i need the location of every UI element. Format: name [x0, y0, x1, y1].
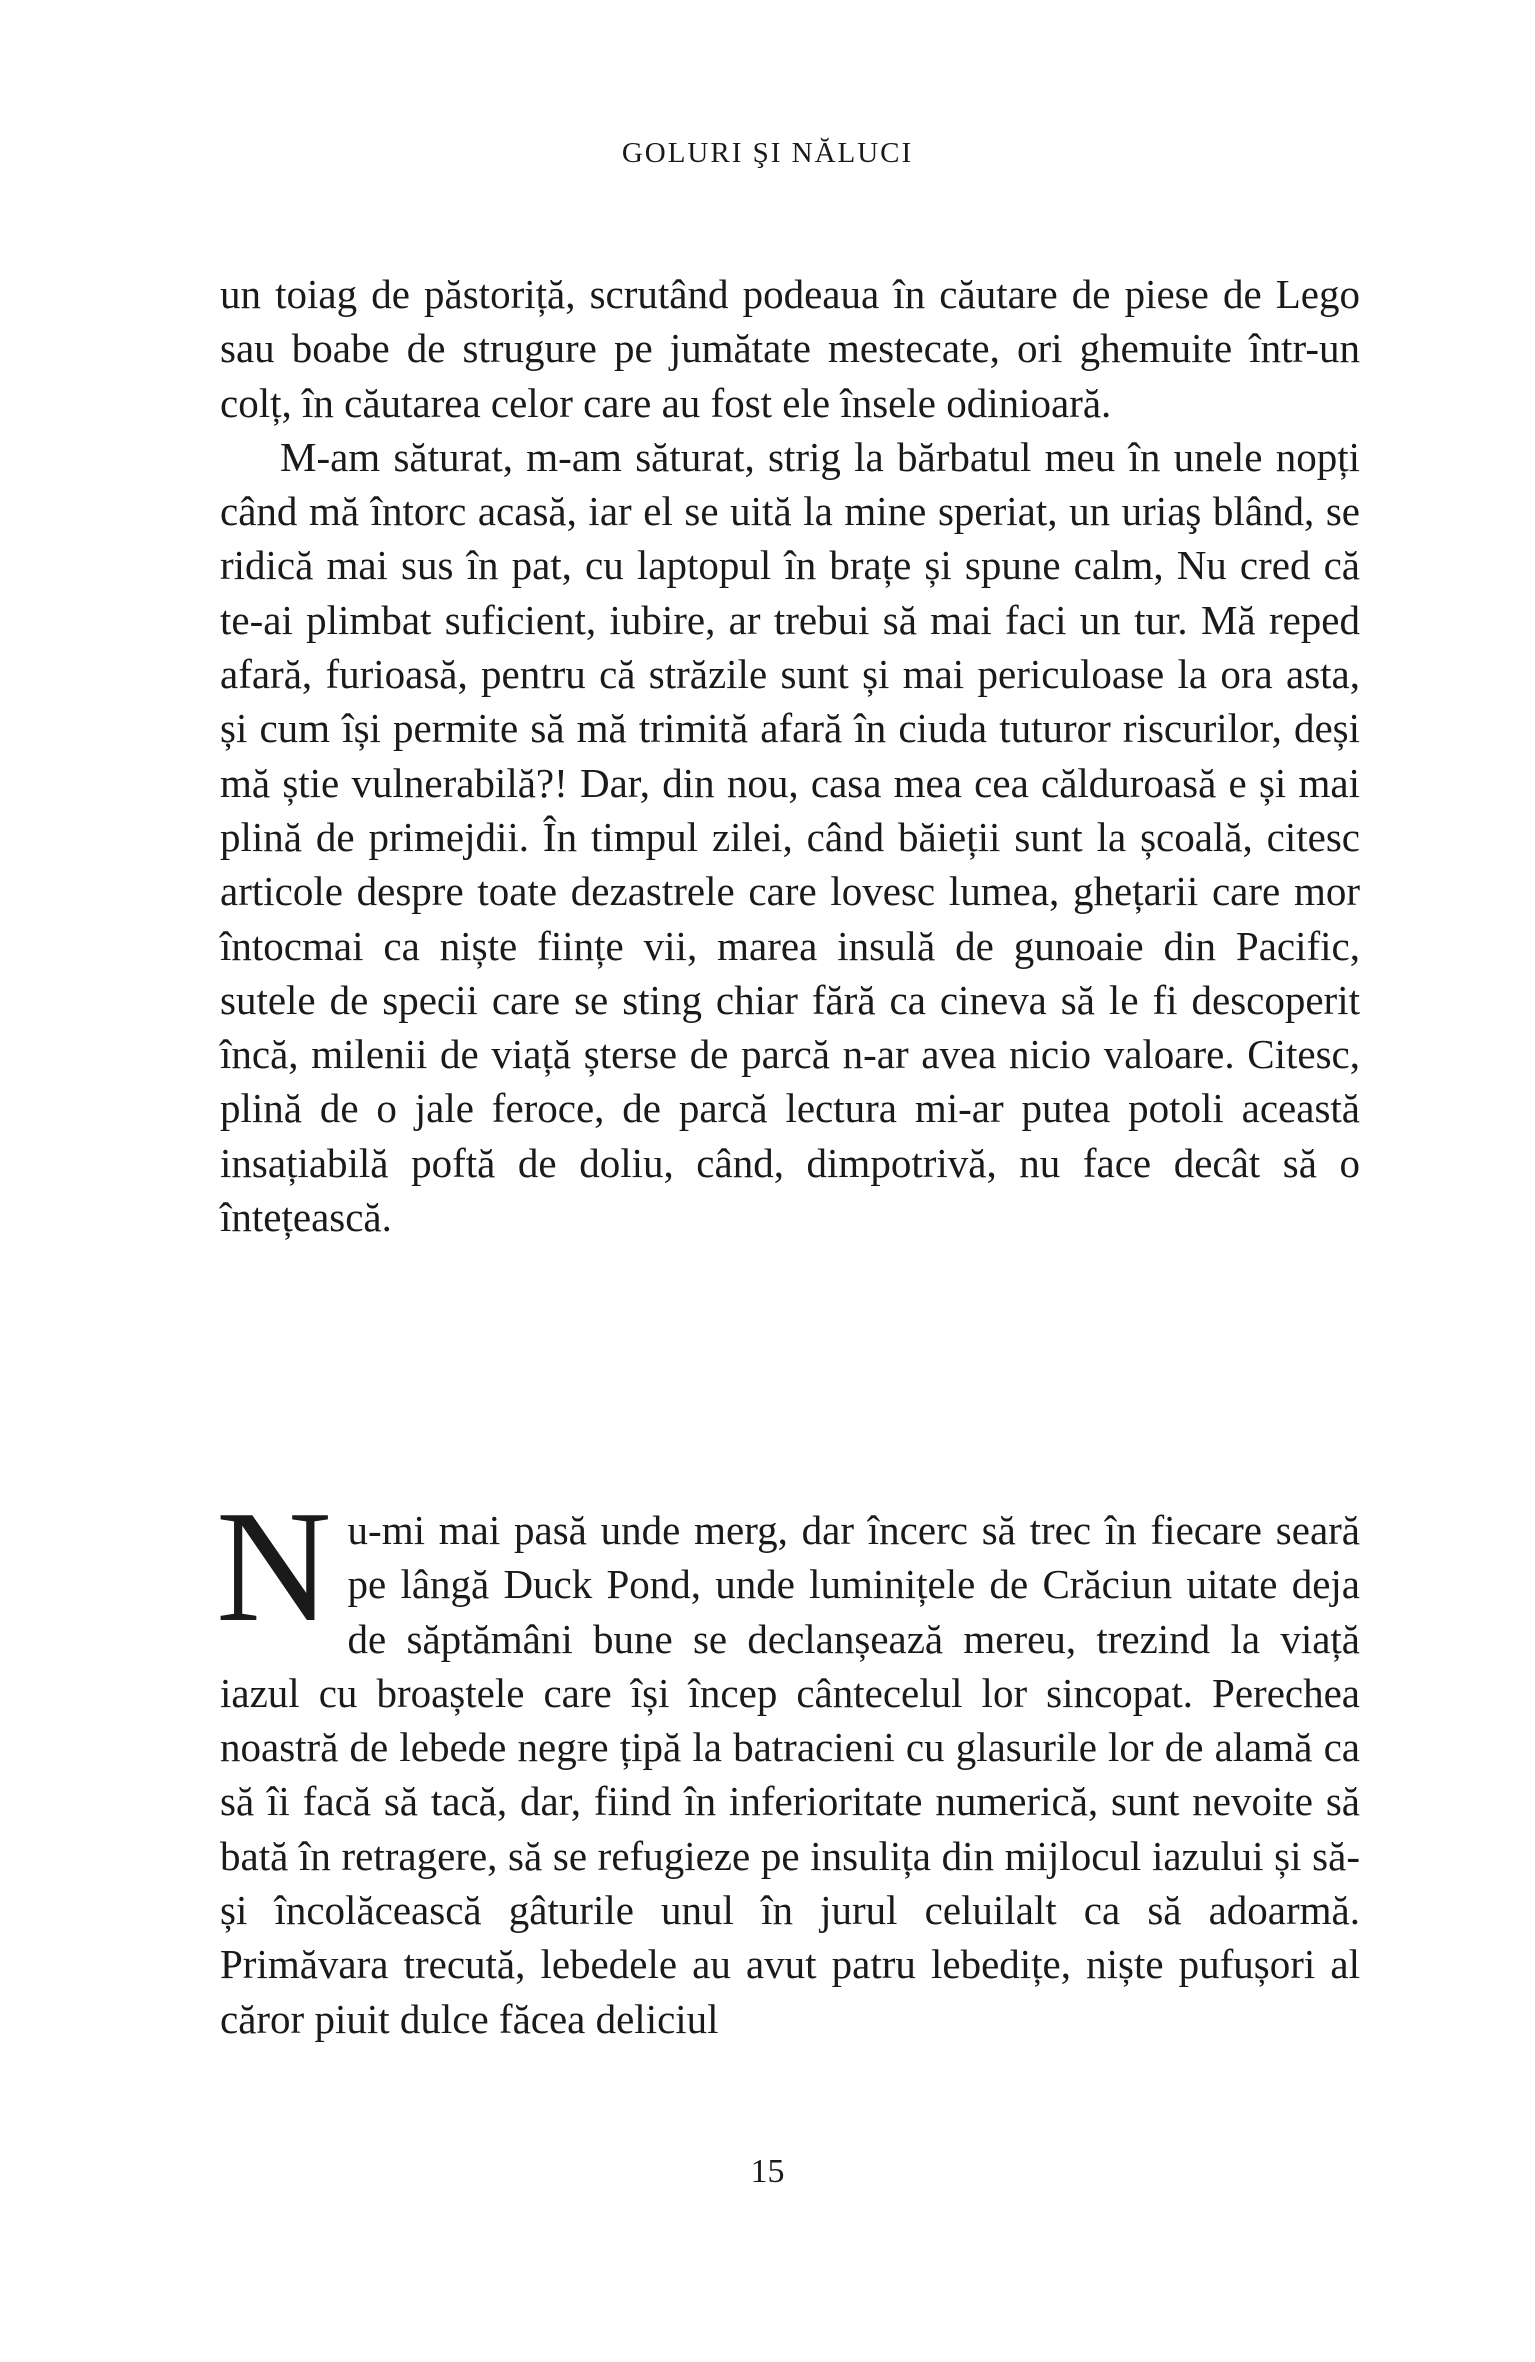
paragraph-continuation: un toiag de păstoriță, scrutând podeaua în căutare de piese de Lego sau boabe de strugure pe jumătate mestecate, ori ghemuite într-un colț, în căutarea celor care au fost ele însele odinioară. — [220, 271, 1360, 426]
paragraph-text: u-mi mai pasă unde merg, dar încerc să trec în fiecare seară pe lângă Duck Pond, unde luminițele de Crăciun uitate deja de săptămâni bune se declanșează mereu, trezind la viață iazul cu broaștele care își încep cântecelul lor sincopat. Perechea noastră de lebede negre țipă la batracieni cu glasurile lor de alamă ca să îi facă să tacă, dar, fiind în inferioritate numerică, sunt nevoite să bată în retragere, să se refugieze pe insulița din mijlocul iazului și să-și încolăcească gâturile unul în jurul celuilalt ca să adoarmă. Primăvara trecută, lebedele au avut patru lebedițe, niște pufușori al căror piuit dulce făcea deliciul — [220, 1507, 1360, 2042]
text-section-one — [220, 267, 1360, 1244]
running-header: GOLURI ŞI NĂLUCI — [621, 137, 914, 169]
page-number: 15 — [750, 2153, 785, 2190]
paragraph: M-am săturat, m-am săturat, strig la bărbatul meu în unele nopți când mă întorc acasă, iar el se uită la mine speriat, un uriaş blând, se ridică mai sus în pat, cu laptopul în brațe și spune calm, Nu cred că te-ai plimbat suficient, iubire, ar trebui să mai faci un tur. Mă reped afară, furioasă, pentru că străzile sunt și mai periculoase la ora asta, și cum își permite să mă trimită afară în ciuda tuturor riscurilor, deși mă știe vulnerabilă?! Dar, din nou, casa mea cea călduroasă e și mai plină de primejdii. În timpul zilei, când băieții sunt la școală, citesc articole despre toate dezastrele care lovesc lumea, ghețarii care mor întocmai ca niște ființe vii, marea insulă de gunoaie din Pacific, sutele de specii care se sting chiar fără ca cineva să le fi descoperit încă, milenii de viață șterse de parcă n-ar avea nicio valoare. Citesc, plină de o jale feroce, de parcă lectura mi-ar putea potoli această insațiabilă poftă de doliu, când, dimpotrivă, nu face decât să o întețească. — [220, 433, 1360, 1241]
paragraph-with-drop-cap — [216, 1477, 1360, 2046]
drop-cap: N — [216, 1477, 332, 1655]
text-section-two — [216, 1477, 1360, 2046]
